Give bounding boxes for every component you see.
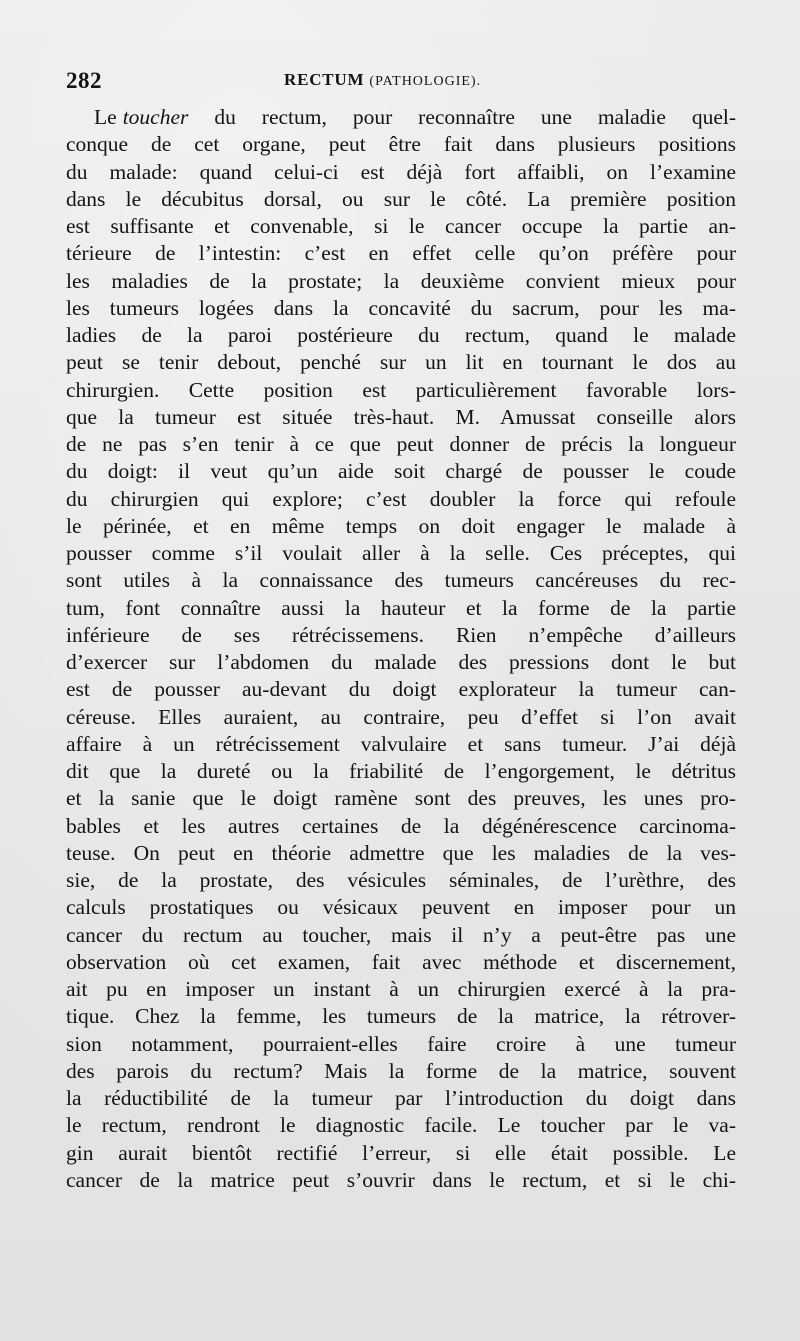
italic-word-toucher: toucher [122,105,189,129]
text-line: tum, font connaître aussi la hauteur et la forme de la partie [66,595,736,620]
text-line: le rectum, rendront le diagnostic facile. Le toucher par le va- [66,1113,736,1138]
text-line: du doigt: il veut qu’un aide soit chargé de pousser le coude [66,459,736,484]
running-title [284,70,481,90]
text-line: d’exercer sur l’abdomen du malade des pressions dont le but [66,650,736,674]
text-line: dit que la dureté ou la friabilité de l’engorgement, le détritus [66,759,736,783]
text-line: du malade: quand celui-ci est déjà fort affaibli, on l’examine [66,159,736,184]
text-line: cancer de la matrice peut s’ouvrir dans le rectum, et si le chi- [66,1167,736,1192]
text-line: pousser comme s’il voulait aller à la selle. Ces préceptes, qui [66,541,736,565]
text-line: que la tumeur est située très-haut. M. Amussat conseille alors [66,404,736,429]
text-line: teuse. On peut en théorie admettre que les maladies de la ves- [66,840,736,865]
text-line: le périnée, et en même temps on doit engager le malade à [66,513,736,538]
text-line: peut se tenir debout, penché sur un lit en tournant le dos au [66,350,736,375]
text-line: tique. Chez la femme, les tumeurs de la matrice, la rétrover- [66,1004,736,1029]
body-text [66,104,736,1194]
text-line: inférieure de ses rétrécissemens. Rien n’empêche d’ailleurs [66,622,736,647]
text-line: ladies de la paroi postérieure du rectum, quand le malade [66,323,736,347]
text-line: sie, de la prostate, des vésicules séminales, de l’urèthre, des [66,868,736,892]
page-header [66,68,736,98]
text-line: conque de cet organe, peut être fait dans plusieurs positions [66,132,736,157]
text-line: sion notamment, pourraient-elles faire croire à une tumeur [66,1031,736,1056]
text-line: les tumeurs logées dans la concavité du sacrum, pour les ma- [66,295,736,320]
text-line: de ne pas s’en tenir à ce que peut donner de précis la longueur [66,432,736,456]
page-number: 282 [66,68,102,93]
text-line: des parois du rectum? Mais la forme de la matrice, souvent [66,1058,736,1083]
text-line: est suffisante et convenable, si le cancer occupe la partie an- [66,214,736,238]
text-line: du chirurgien qui explore; c’est doubler la force qui refoule [66,486,736,511]
text-line: gin aurait bientôt rectifié l’erreur, si elle était possible. Le [66,1140,736,1165]
text-line: sont utiles à la connaissance des tumeurs cancéreuses du rec- [66,568,736,593]
text-line: ait pu en imposer un instant à un chirurgien exercé à la pra- [66,977,736,1001]
text-line: les maladies de la prostate; la deuxième convient mieux pour [66,268,736,293]
text-line: calculs prostatiques ou vésicaux peuvent en imposer pour un [66,895,736,920]
text-line: la réductibilité de la tumeur par l’introduction du doigt dans [66,1086,736,1110]
running-title-main: RECTUM [284,70,365,89]
first-line-rest: du rectum, pour reconnaître une maladie quel- [214,105,736,129]
text-line: observation où cet examen, fait avec méthode et discernement, [66,949,736,974]
running-title-subtitle: (PATHOLOGIE). [369,74,482,89]
text-line-first [66,104,736,131]
text-line: bables et les autres certaines de la dégénérescence carcinoma- [66,813,736,838]
text-line: est de pousser au-devant du doigt explorateur la tumeur can- [66,677,736,702]
text-line: chirurgien. Cette position est particulièrement favorable lors- [66,377,736,402]
text-line: céreuse. Elles auraient, au contraire, peu d’effet si l’on avait [66,704,736,729]
text-line: cancer du rectum au toucher, mais il n’y a peut-être pas une [66,922,736,947]
text-line: et la sanie que le doigt ramène sont des preuves, les unes pro- [66,786,736,811]
text-line: dans le décubitus dorsal, ou sur le côté. La première position [66,186,736,211]
text-line: térieure de l’intestin: c’est en effet celle qu’on préfère pour [66,241,736,266]
text-line: affaire à un rétrécissement valvulaire et sans tumeur. J’ai déjà [66,731,736,756]
first-word: Le [94,105,117,129]
